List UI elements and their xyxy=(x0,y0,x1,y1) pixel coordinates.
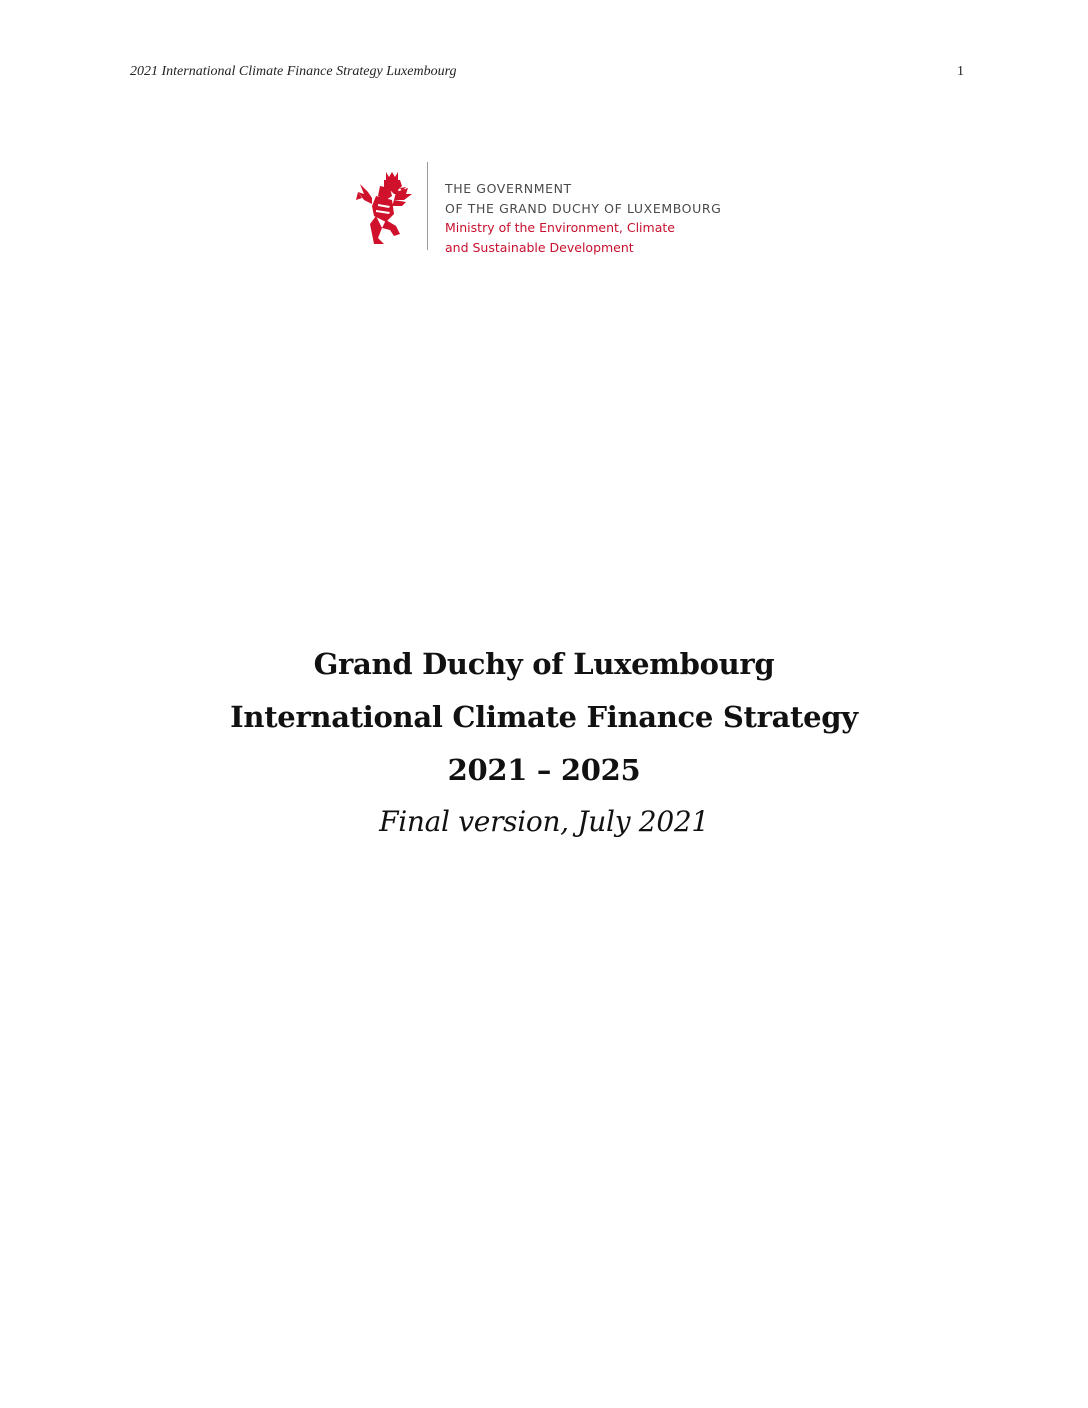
red-lion-icon xyxy=(356,170,414,246)
title-block xyxy=(0,638,1088,847)
logo-line-ministry: Ministry of the Environment, Climate xyxy=(445,220,675,235)
logo-divider xyxy=(427,162,428,250)
title-country: Grand Duchy of Luxembourg xyxy=(313,647,775,681)
logo-line-government: THE GOVERNMENT xyxy=(445,181,572,196)
logo-line-grand-duchy: OF THE GRAND DUCHY OF LUXEMBOURG xyxy=(445,200,722,216)
logo-line-ministry-cont: and Sustainable Development xyxy=(445,239,634,255)
government-logo xyxy=(356,162,756,254)
title-period: 2021 – 2025 xyxy=(447,753,641,787)
title-strategy: International Climate Finance Strategy xyxy=(230,700,858,734)
version-subtitle: Final version, July 2021 xyxy=(379,805,709,838)
page-number: 1 xyxy=(957,64,964,79)
logo-text xyxy=(445,179,721,257)
running-header-title: 2021 International Climate Finance Strategy Luxembourg xyxy=(130,64,457,79)
